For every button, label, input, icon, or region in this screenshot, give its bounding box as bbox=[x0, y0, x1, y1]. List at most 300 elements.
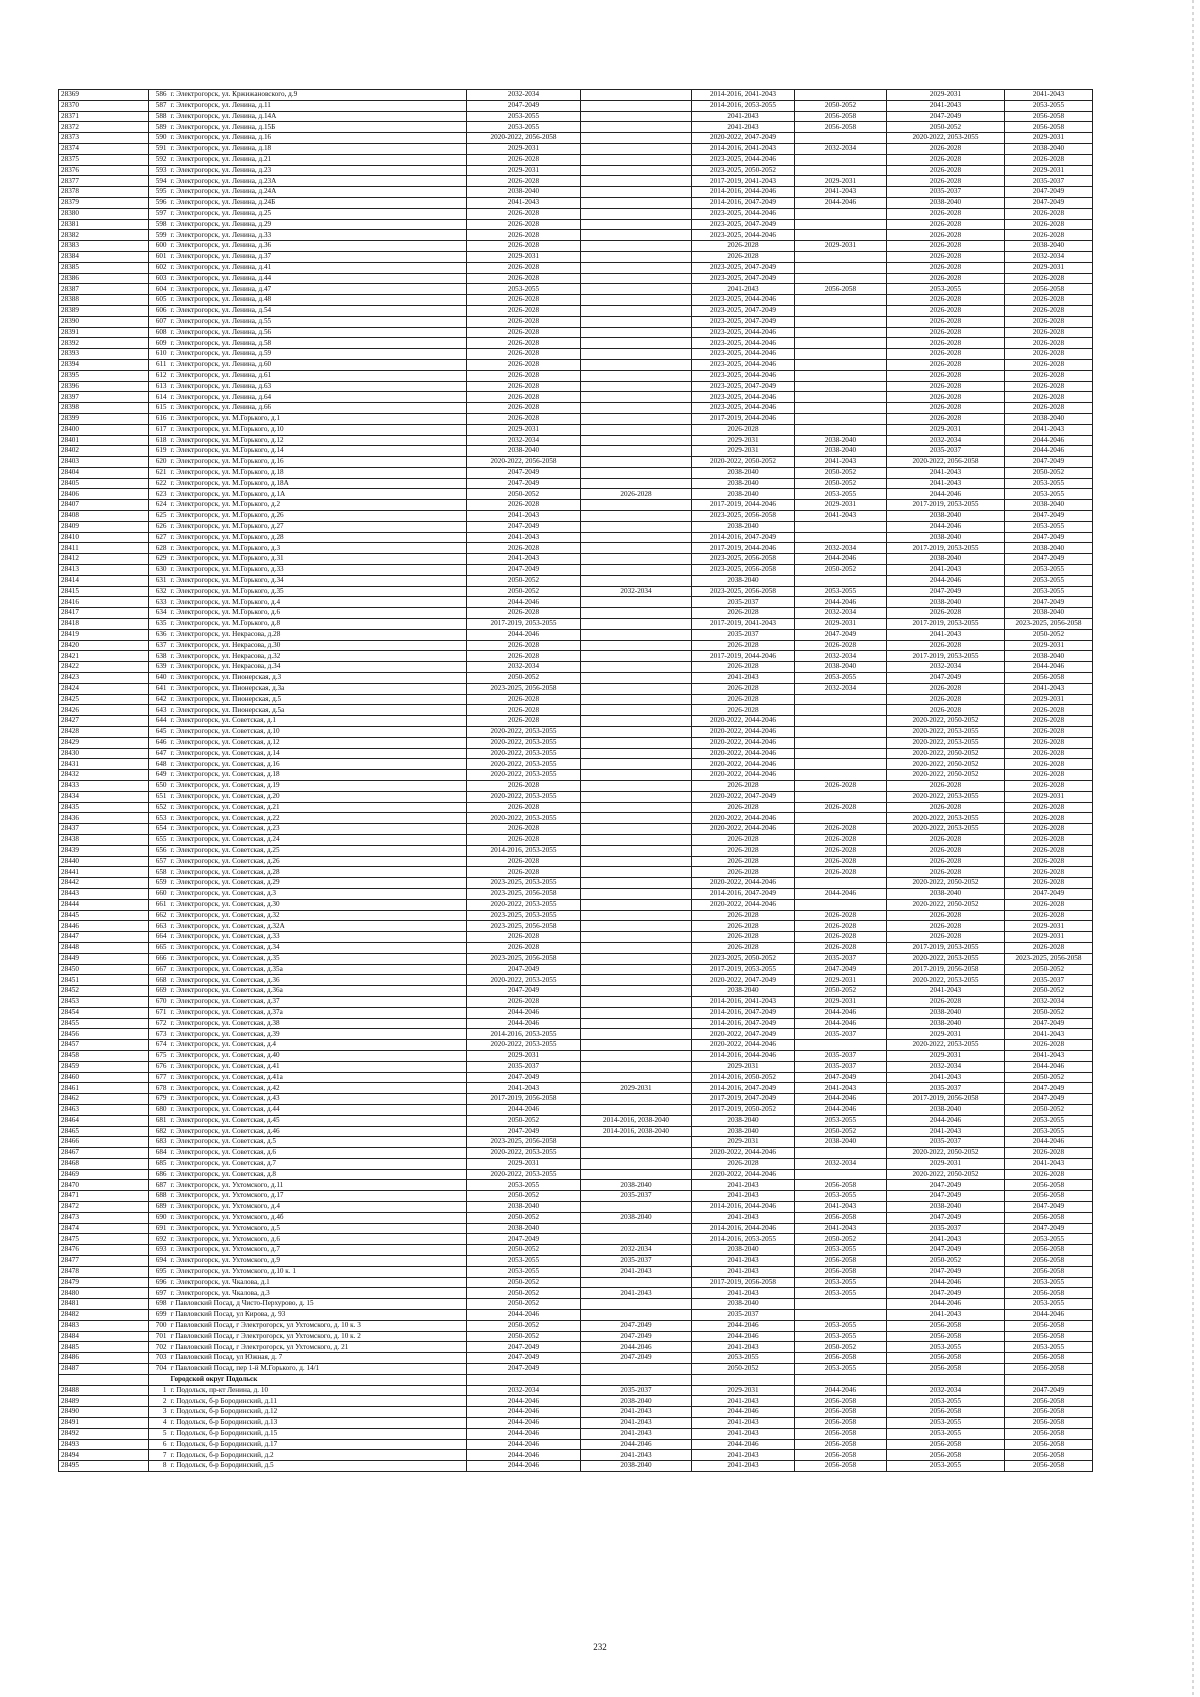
row-number-cell: 699 bbox=[149, 1310, 169, 1321]
address-cell: г. Электрогорск, ул. М.Горького, д.27 bbox=[169, 521, 467, 532]
address-cell: г. Подольск, б-р Бородинский, д.17 bbox=[169, 1439, 467, 1450]
row-number-cell: 621 bbox=[149, 467, 169, 478]
table-row bbox=[59, 1115, 1093, 1126]
period-cell-5: 2020-2022, 2053-2055 bbox=[887, 737, 1005, 748]
row-id-cell: 28480 bbox=[59, 1288, 149, 1299]
row-id-cell: 28419 bbox=[59, 629, 149, 640]
row-id-cell: 28406 bbox=[59, 489, 149, 500]
period-cell-4: 2026-2028 bbox=[795, 640, 887, 651]
table-row bbox=[59, 673, 1093, 684]
row-number-cell: 638 bbox=[149, 651, 169, 662]
period-cell-3: 2017-2019, 2041-2043 bbox=[692, 176, 795, 187]
period-cell-1: 2020-2022, 2056-2058 bbox=[467, 133, 581, 144]
period-cell-4 bbox=[795, 716, 887, 727]
row-id-cell: 28472 bbox=[59, 1202, 149, 1213]
period-cell-6: 2056-2058 bbox=[1005, 1180, 1093, 1191]
row-number-cell: 651 bbox=[149, 791, 169, 802]
period-cell-6: 2047-2049 bbox=[1005, 511, 1093, 522]
period-cell-1: 2020-2022, 2053-2055 bbox=[467, 791, 581, 802]
period-cell-5: 2044-2046 bbox=[887, 521, 1005, 532]
row-number-cell: 685 bbox=[149, 1158, 169, 1169]
row-id-cell: 28441 bbox=[59, 867, 149, 878]
period-cell-4 bbox=[795, 770, 887, 781]
period-cell-2 bbox=[581, 1029, 692, 1040]
row-id-cell: 28393 bbox=[59, 349, 149, 360]
period-cell-5: 2026-2028 bbox=[887, 413, 1005, 424]
row-id-cell: 28369 bbox=[59, 90, 149, 101]
table-row bbox=[59, 403, 1093, 414]
period-cell-1: 2020-2022, 2053-2055 bbox=[467, 737, 581, 748]
row-number-cell: 647 bbox=[149, 748, 169, 759]
period-cell-2: 2041-2043 bbox=[581, 1450, 692, 1461]
address-cell: г. Электрогорск, ул. Ухтомского, д.6 bbox=[169, 1234, 467, 1245]
table-row bbox=[59, 327, 1093, 338]
period-cell-2 bbox=[581, 1018, 692, 1029]
address-cell: г. Электрогорск, ул. Советская, д.28 bbox=[169, 867, 467, 878]
period-cell-3: 2023-2025, 2044-2046 bbox=[692, 403, 795, 414]
period-cell-4: 2047-2049 bbox=[795, 1072, 887, 1083]
address-cell: г. Электрогорск, ул. Пионерская, д.5 bbox=[169, 694, 467, 705]
period-cell-6: 2056-2058 bbox=[1005, 1212, 1093, 1223]
period-cell-3: 2014-2016, 2053-2055 bbox=[692, 1234, 795, 1245]
address-cell: г Павловский Посад, пер 1-й М.Горького, д. 14/1 bbox=[169, 1364, 467, 1375]
address-cell: г. Электрогорск, ул. М.Горького, д.18 bbox=[169, 467, 467, 478]
period-cell-5: 2041-2043 bbox=[887, 629, 1005, 640]
row-number-cell: 668 bbox=[149, 975, 169, 986]
table-row bbox=[59, 683, 1093, 694]
address-cell: г. Электрогорск, ул. М.Горького, д.16 bbox=[169, 457, 467, 468]
table-row bbox=[59, 716, 1093, 727]
period-cell-1: 2044-2046 bbox=[467, 1439, 581, 1450]
period-cell-2 bbox=[581, 1223, 692, 1234]
row-number-cell: 670 bbox=[149, 996, 169, 1007]
period-cell-6: 2026-2028 bbox=[1005, 705, 1093, 716]
period-cell-2 bbox=[581, 521, 692, 532]
address-cell: г. Электрогорск, ул. Советская, д.36а bbox=[169, 986, 467, 997]
period-cell-6: 2026-2028 bbox=[1005, 403, 1093, 414]
period-cell-5: 2044-2046 bbox=[887, 489, 1005, 500]
period-cell-6: 2026-2028 bbox=[1005, 359, 1093, 370]
period-cell-4 bbox=[795, 694, 887, 705]
address-cell: г. Подольск, б-р Бородинский, д.5 bbox=[169, 1461, 467, 1472]
row-id-cell: 28375 bbox=[59, 154, 149, 165]
row-id-cell: 28490 bbox=[59, 1407, 149, 1418]
row-number-cell: 603 bbox=[149, 273, 169, 284]
period-cell-4 bbox=[795, 154, 887, 165]
row-id-cell: 28420 bbox=[59, 640, 149, 651]
period-cell-1: 2032-2034 bbox=[467, 662, 581, 673]
period-cell-6: 2044-2046 bbox=[1005, 1137, 1093, 1148]
row-id-cell: 28436 bbox=[59, 813, 149, 824]
table-row bbox=[59, 100, 1093, 111]
period-cell-1: 2038-2040 bbox=[467, 187, 581, 198]
period-cell-6: 2026-2028 bbox=[1005, 910, 1093, 921]
period-cell-4 bbox=[795, 899, 887, 910]
row-id-cell: 28377 bbox=[59, 176, 149, 187]
period-cell-1: 2026-2028 bbox=[467, 781, 581, 792]
period-cell-4: 2026-2028 bbox=[795, 781, 887, 792]
table-row bbox=[59, 834, 1093, 845]
period-cell-5: 2020-2022, 2050-2052 bbox=[887, 899, 1005, 910]
row-id-cell: 28483 bbox=[59, 1320, 149, 1331]
address-cell: г. Электрогорск, ул. Ухтомского, д.4 bbox=[169, 1202, 467, 1213]
address-cell: г. Электрогорск, ул. Советская, д.5 bbox=[169, 1137, 467, 1148]
period-cell-6: 2026-2028 bbox=[1005, 305, 1093, 316]
period-cell-6: 2041-2043 bbox=[1005, 90, 1093, 101]
period-cell-2 bbox=[581, 953, 692, 964]
table-row bbox=[59, 154, 1093, 165]
row-id-cell: 28432 bbox=[59, 770, 149, 781]
address-cell: г. Электрогорск, ул. Советская, д.8 bbox=[169, 1169, 467, 1180]
table-row bbox=[59, 316, 1093, 327]
period-cell-6: 2041-2043 bbox=[1005, 1050, 1093, 1061]
row-number-cell: 702 bbox=[149, 1342, 169, 1353]
capital-repair-schedule-table bbox=[58, 89, 1093, 1472]
row-id-cell: 28433 bbox=[59, 781, 149, 792]
address-cell: г. Электрогорск, ул. Советская, д.10 bbox=[169, 727, 467, 738]
period-cell-1: 2026-2028 bbox=[467, 370, 581, 381]
period-cell-5: 2026-2028 bbox=[887, 208, 1005, 219]
period-cell-5: 2056-2058 bbox=[887, 1331, 1005, 1342]
row-number-cell: 692 bbox=[149, 1234, 169, 1245]
section-empty-cell bbox=[581, 1374, 692, 1385]
table-row bbox=[59, 1212, 1093, 1223]
period-cell-3: 2041-2043 bbox=[692, 284, 795, 295]
period-cell-6: 2038-2040 bbox=[1005, 143, 1093, 154]
period-cell-4: 2026-2028 bbox=[795, 942, 887, 953]
period-cell-3: 2014-2016, 2047-2049 bbox=[692, 532, 795, 543]
period-cell-4: 2032-2034 bbox=[795, 651, 887, 662]
address-cell: г. Электрогорск, ул. Советская, д.29 bbox=[169, 878, 467, 889]
row-id-cell: 28417 bbox=[59, 608, 149, 619]
table-row bbox=[59, 122, 1093, 133]
period-cell-5: 2038-2040 bbox=[887, 554, 1005, 565]
period-cell-3: 2020-2022, 2044-2046 bbox=[692, 1148, 795, 1159]
table-row bbox=[59, 1407, 1093, 1418]
period-cell-5: 2026-2028 bbox=[887, 608, 1005, 619]
table-row bbox=[59, 446, 1093, 457]
period-cell-3: 2041-2043 bbox=[692, 1428, 795, 1439]
period-cell-1: 2026-2028 bbox=[467, 856, 581, 867]
period-cell-3: 2014-2016, 2047-2049 bbox=[692, 1083, 795, 1094]
period-cell-3: 2023-2025, 2044-2046 bbox=[692, 370, 795, 381]
period-cell-2 bbox=[581, 986, 692, 997]
period-cell-6: 2023-2025, 2056-2058 bbox=[1005, 619, 1093, 630]
period-cell-3: 2017-2019, 2056-2058 bbox=[692, 1277, 795, 1288]
period-cell-4: 2053-2055 bbox=[795, 489, 887, 500]
period-cell-4: 2038-2040 bbox=[795, 435, 887, 446]
row-number-cell: 680 bbox=[149, 1104, 169, 1115]
period-cell-5: 2020-2022, 2050-2052 bbox=[887, 716, 1005, 727]
period-cell-6: 2026-2028 bbox=[1005, 327, 1093, 338]
period-cell-2 bbox=[581, 273, 692, 284]
row-id-cell: 28382 bbox=[59, 230, 149, 241]
period-cell-6: 2026-2028 bbox=[1005, 338, 1093, 349]
row-id-cell: 28475 bbox=[59, 1234, 149, 1245]
period-cell-5: 2020-2022, 2050-2052 bbox=[887, 1169, 1005, 1180]
row-id-cell: 28467 bbox=[59, 1148, 149, 1159]
period-cell-6: 2056-2058 bbox=[1005, 1331, 1093, 1342]
period-cell-2 bbox=[581, 1299, 692, 1310]
row-number-cell: 678 bbox=[149, 1083, 169, 1094]
period-cell-1: 2023-2025, 2056-2058 bbox=[467, 683, 581, 694]
row-number-cell: 694 bbox=[149, 1256, 169, 1267]
period-cell-1: 2041-2043 bbox=[467, 197, 581, 208]
period-cell-3: 2020-2022, 2044-2046 bbox=[692, 824, 795, 835]
address-cell: г Павловский Посад, ул Кирова, д. 93 bbox=[169, 1310, 467, 1321]
table-row bbox=[59, 111, 1093, 122]
table-row bbox=[59, 727, 1093, 738]
row-id-cell: 28459 bbox=[59, 1061, 149, 1072]
period-cell-5: 2029-2031 bbox=[887, 90, 1005, 101]
period-cell-5: 2026-2028 bbox=[887, 262, 1005, 273]
period-cell-2 bbox=[581, 759, 692, 770]
address-cell: г. Электрогорск, ул. М.Горького, д.6 bbox=[169, 608, 467, 619]
row-id-cell: 28489 bbox=[59, 1396, 149, 1407]
period-cell-3: 2041-2043 bbox=[692, 111, 795, 122]
period-cell-5: 2035-2037 bbox=[887, 446, 1005, 457]
period-cell-6: 2026-2028 bbox=[1005, 381, 1093, 392]
row-number-cell: 662 bbox=[149, 910, 169, 921]
row-number-cell: 663 bbox=[149, 921, 169, 932]
period-cell-6: 2047-2049 bbox=[1005, 1202, 1093, 1213]
row-id-cell: 28388 bbox=[59, 295, 149, 306]
period-cell-4 bbox=[795, 230, 887, 241]
row-id-cell: 28465 bbox=[59, 1126, 149, 1137]
row-number-cell: 588 bbox=[149, 111, 169, 122]
row-id-cell: 28424 bbox=[59, 683, 149, 694]
period-cell-5: 2026-2028 bbox=[887, 932, 1005, 943]
address-cell: г Павловский Посад, г Электрогорск, ул Ухтомского, д. 21 bbox=[169, 1342, 467, 1353]
period-cell-2 bbox=[581, 478, 692, 489]
row-number-cell: 599 bbox=[149, 230, 169, 241]
period-cell-4: 2053-2055 bbox=[795, 1191, 887, 1202]
period-cell-2 bbox=[581, 683, 692, 694]
period-cell-3: 2026-2028 bbox=[692, 640, 795, 651]
period-cell-6: 2056-2058 bbox=[1005, 1407, 1093, 1418]
period-cell-1: 2047-2049 bbox=[467, 1126, 581, 1137]
period-cell-6: 2044-2046 bbox=[1005, 435, 1093, 446]
period-cell-3: 2020-2022, 2047-2049 bbox=[692, 1029, 795, 1040]
period-cell-5: 2029-2031 bbox=[887, 1029, 1005, 1040]
period-cell-5: 2056-2058 bbox=[887, 1407, 1005, 1418]
period-cell-1: 2023-2025, 2056-2058 bbox=[467, 1137, 581, 1148]
period-cell-3: 2026-2028 bbox=[692, 910, 795, 921]
row-id-cell: 28370 bbox=[59, 100, 149, 111]
address-cell: г. Электрогорск, ул. Ленина, д.29 bbox=[169, 219, 467, 230]
row-number-cell: 686 bbox=[149, 1169, 169, 1180]
period-cell-6: 2056-2058 bbox=[1005, 1266, 1093, 1277]
period-cell-1: 2026-2028 bbox=[467, 932, 581, 943]
period-cell-4 bbox=[795, 359, 887, 370]
period-cell-5: 2047-2049 bbox=[887, 586, 1005, 597]
period-cell-5: 2053-2055 bbox=[887, 1342, 1005, 1353]
period-cell-1: 2053-2055 bbox=[467, 122, 581, 133]
period-cell-1: 2044-2046 bbox=[467, 1018, 581, 1029]
period-cell-6: 2038-2040 bbox=[1005, 241, 1093, 252]
row-number-cell: 624 bbox=[149, 500, 169, 511]
period-cell-3: 2014-2016, 2044-2046 bbox=[692, 1050, 795, 1061]
period-cell-1: 2050-2052 bbox=[467, 575, 581, 586]
address-cell: г. Электрогорск, ул. Ленина, д.21 bbox=[169, 154, 467, 165]
row-number-cell: 590 bbox=[149, 133, 169, 144]
period-cell-2 bbox=[581, 834, 692, 845]
row-id-cell: 28422 bbox=[59, 662, 149, 673]
row-id-cell: 28374 bbox=[59, 143, 149, 154]
period-cell-2 bbox=[581, 1202, 692, 1213]
period-cell-1: 2044-2046 bbox=[467, 1396, 581, 1407]
table-row bbox=[59, 1223, 1093, 1234]
row-id-cell: 28397 bbox=[59, 392, 149, 403]
row-number-cell: 591 bbox=[149, 143, 169, 154]
row-number-cell: 609 bbox=[149, 338, 169, 349]
address-cell: г. Электрогорск, ул. Некрасова, д.34 bbox=[169, 662, 467, 673]
period-cell-3: 2023-2025, 2044-2046 bbox=[692, 154, 795, 165]
row-id-cell: 28430 bbox=[59, 748, 149, 759]
period-cell-4: 2044-2046 bbox=[795, 1104, 887, 1115]
row-id-cell: 28396 bbox=[59, 381, 149, 392]
table-row bbox=[59, 543, 1093, 554]
period-cell-3: 2041-2043 bbox=[692, 1396, 795, 1407]
period-cell-5: 2047-2049 bbox=[887, 673, 1005, 684]
period-cell-6: 2053-2055 bbox=[1005, 1277, 1093, 1288]
period-cell-3: 2014-2016, 2050-2052 bbox=[692, 1072, 795, 1083]
period-cell-6: 2026-2028 bbox=[1005, 737, 1093, 748]
period-cell-1: 2047-2049 bbox=[467, 1353, 581, 1364]
period-cell-6: 2029-2031 bbox=[1005, 932, 1093, 943]
period-cell-3: 2014-2016, 2044-2046 bbox=[692, 1223, 795, 1234]
address-cell: г. Электрогорск, ул. Советская, д.33 bbox=[169, 932, 467, 943]
period-cell-2 bbox=[581, 262, 692, 273]
period-cell-1: 2020-2022, 2053-2055 bbox=[467, 813, 581, 824]
period-cell-2 bbox=[581, 176, 692, 187]
table-row bbox=[59, 467, 1093, 478]
period-cell-4 bbox=[795, 705, 887, 716]
row-number-cell: 646 bbox=[149, 737, 169, 748]
address-cell: г. Электрогорск, ул. Чкалова, д.3 bbox=[169, 1288, 467, 1299]
row-id-cell: 28399 bbox=[59, 413, 149, 424]
table-row bbox=[59, 856, 1093, 867]
row-number-cell: 620 bbox=[149, 457, 169, 468]
period-cell-5: 2026-2028 bbox=[887, 381, 1005, 392]
row-id-cell: 28428 bbox=[59, 727, 149, 738]
address-cell: г. Электрогорск, ул. Советская, д.1 bbox=[169, 716, 467, 727]
period-cell-2 bbox=[581, 316, 692, 327]
period-cell-4 bbox=[795, 424, 887, 435]
period-cell-6: 2056-2058 bbox=[1005, 1353, 1093, 1364]
period-cell-4: 2044-2046 bbox=[795, 1385, 887, 1396]
period-cell-5: 2026-2028 bbox=[887, 705, 1005, 716]
row-number-cell: 3 bbox=[149, 1407, 169, 1418]
row-number-cell: 648 bbox=[149, 759, 169, 770]
row-id-cell: 28450 bbox=[59, 964, 149, 975]
address-cell: г. Электрогорск, ул. Ленина, д.25 bbox=[169, 208, 467, 219]
period-cell-2 bbox=[581, 403, 692, 414]
row-id-cell: 28449 bbox=[59, 953, 149, 964]
section-empty-cell bbox=[795, 1374, 887, 1385]
table-row bbox=[59, 662, 1093, 673]
period-cell-3: 2020-2022, 2044-2046 bbox=[692, 878, 795, 889]
period-cell-1: 2050-2052 bbox=[467, 673, 581, 684]
period-cell-5: 2044-2046 bbox=[887, 1277, 1005, 1288]
period-cell-6: 2038-2040 bbox=[1005, 500, 1093, 511]
table-row bbox=[59, 1018, 1093, 1029]
period-cell-6: 2026-2028 bbox=[1005, 154, 1093, 165]
period-cell-2 bbox=[581, 1050, 692, 1061]
table-row bbox=[59, 208, 1093, 219]
row-id-cell: 28383 bbox=[59, 241, 149, 252]
address-cell: г. Электрогорск, ул. Ухтомского, д.11 bbox=[169, 1180, 467, 1191]
row-number-cell: 589 bbox=[149, 122, 169, 133]
period-cell-4: 2053-2055 bbox=[795, 1364, 887, 1375]
period-cell-2 bbox=[581, 845, 692, 856]
period-cell-1: 2026-2028 bbox=[467, 176, 581, 187]
period-cell-2 bbox=[581, 435, 692, 446]
table-row bbox=[59, 791, 1093, 802]
period-cell-3: 2026-2028 bbox=[692, 921, 795, 932]
row-id-cell: 28434 bbox=[59, 791, 149, 802]
period-cell-1: 2044-2046 bbox=[467, 1428, 581, 1439]
row-number-cell: 630 bbox=[149, 565, 169, 576]
address-cell: г. Электрогорск, ул. М.Горького, д.10 bbox=[169, 424, 467, 435]
period-cell-6: 2047-2049 bbox=[1005, 1094, 1093, 1105]
row-number-cell: 684 bbox=[149, 1148, 169, 1159]
row-number-cell: 631 bbox=[149, 575, 169, 586]
period-cell-5: 2053-2055 bbox=[887, 1461, 1005, 1472]
period-cell-5: 2053-2055 bbox=[887, 1418, 1005, 1429]
period-cell-3: 2014-2016, 2044-2046 bbox=[692, 1202, 795, 1213]
period-cell-5: 2041-2043 bbox=[887, 565, 1005, 576]
period-cell-4: 2053-2055 bbox=[795, 1277, 887, 1288]
period-cell-2: 2038-2040 bbox=[581, 1180, 692, 1191]
address-cell: г. Электрогорск, ул. Ленина, д.36 bbox=[169, 241, 467, 252]
period-cell-4 bbox=[795, 273, 887, 284]
period-cell-1: 2020-2022, 2053-2055 bbox=[467, 899, 581, 910]
period-cell-1: 2050-2052 bbox=[467, 1331, 581, 1342]
row-id-cell: 28491 bbox=[59, 1418, 149, 1429]
address-cell: г. Электрогорск, ул. М.Горького, д.28 bbox=[169, 532, 467, 543]
period-cell-1: 2050-2052 bbox=[467, 1288, 581, 1299]
row-number-cell: 666 bbox=[149, 953, 169, 964]
period-cell-5: 2041-2043 bbox=[887, 1072, 1005, 1083]
row-id-cell: 28400 bbox=[59, 424, 149, 435]
address-cell: г. Электрогорск, ул. Советская, д.32А bbox=[169, 921, 467, 932]
row-number-cell: 637 bbox=[149, 640, 169, 651]
period-cell-2 bbox=[581, 737, 692, 748]
address-cell: г. Электрогорск, ул. Советская, д.38 bbox=[169, 1018, 467, 1029]
period-cell-4: 2053-2055 bbox=[795, 1331, 887, 1342]
period-cell-2 bbox=[581, 1148, 692, 1159]
period-cell-3: 2038-2040 bbox=[692, 478, 795, 489]
table-row bbox=[59, 273, 1093, 284]
period-cell-4: 2041-2043 bbox=[795, 457, 887, 468]
period-cell-6: 2047-2049 bbox=[1005, 197, 1093, 208]
row-number-cell: 626 bbox=[149, 521, 169, 532]
table-row bbox=[59, 1234, 1093, 1245]
period-cell-3: 2017-2019, 2044-2046 bbox=[692, 500, 795, 511]
period-cell-1: 2020-2022, 2053-2055 bbox=[467, 1148, 581, 1159]
table-row bbox=[59, 1428, 1093, 1439]
table-row bbox=[59, 1191, 1093, 1202]
row-id-cell: 28403 bbox=[59, 457, 149, 468]
period-cell-5: 2017-2019, 2053-2055 bbox=[887, 543, 1005, 554]
period-cell-4 bbox=[795, 392, 887, 403]
table-row bbox=[59, 500, 1093, 511]
row-number-cell: 643 bbox=[149, 705, 169, 716]
period-cell-2 bbox=[581, 932, 692, 943]
period-cell-5: 2050-2052 bbox=[887, 1256, 1005, 1267]
period-cell-3: 2020-2022, 2044-2046 bbox=[692, 748, 795, 759]
